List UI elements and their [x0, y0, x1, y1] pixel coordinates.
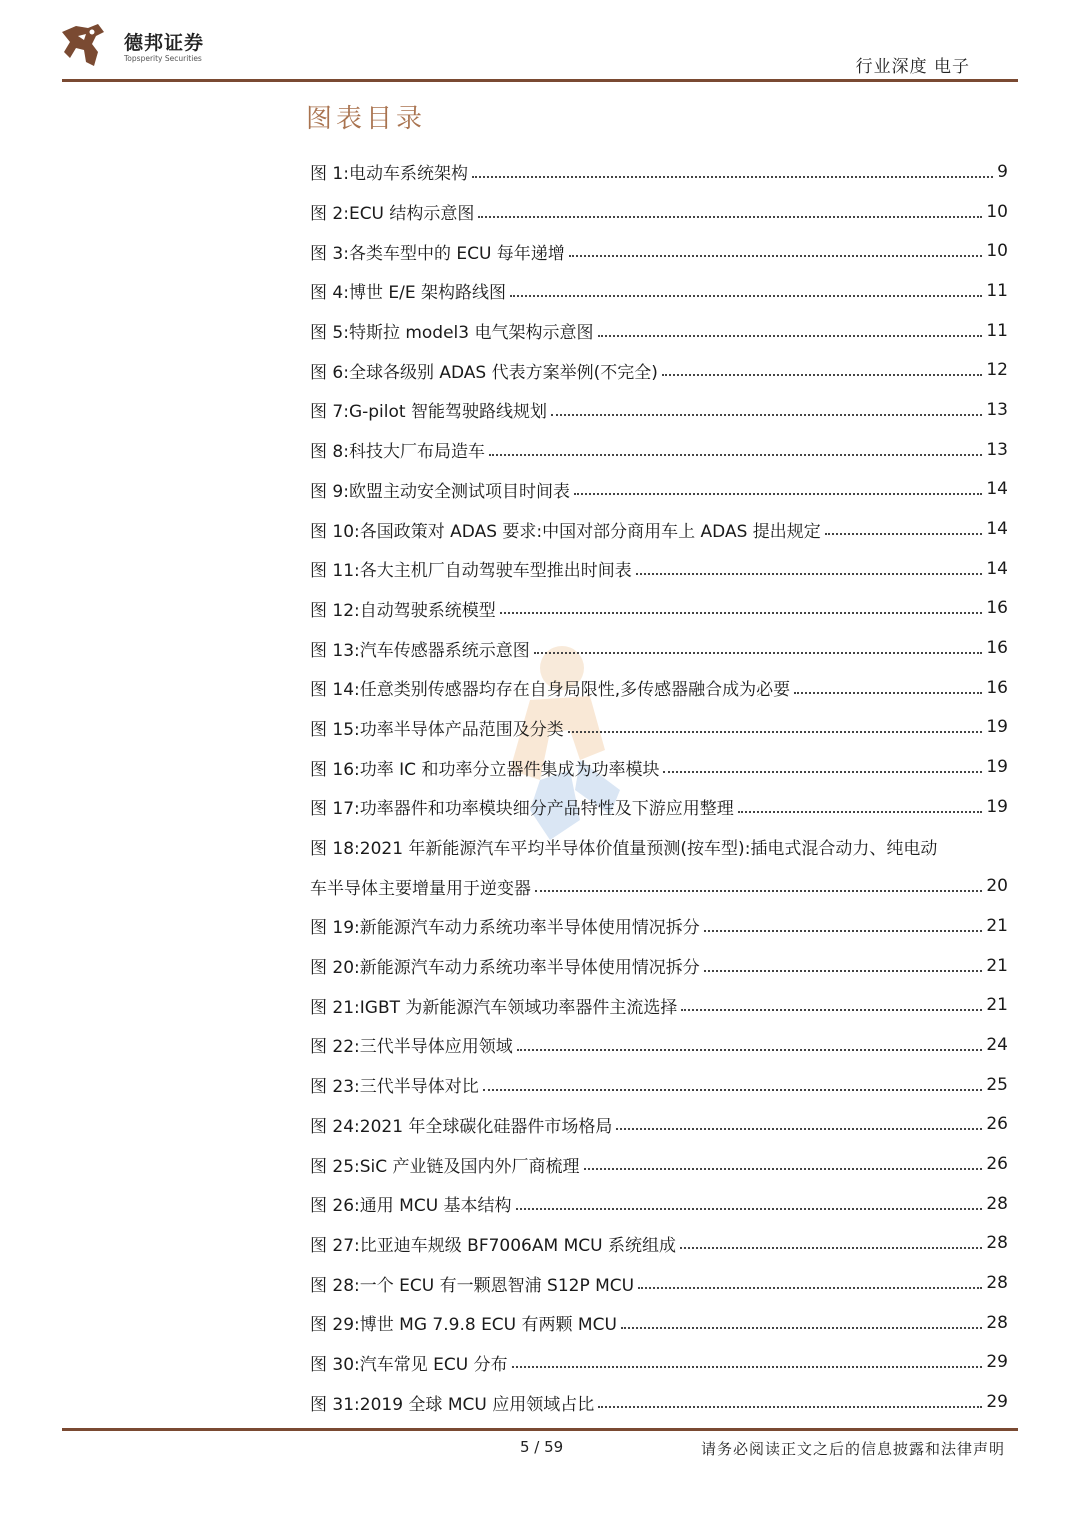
toc-entry[interactable]: [310, 192, 1008, 232]
toc-dot-leader: [489, 454, 982, 456]
toc-entry-label: 图 8:科技大厂布局造车: [310, 442, 485, 463]
toc-entry[interactable]: [310, 1382, 1008, 1422]
toc-dot-leader: [510, 295, 982, 297]
toc-entry[interactable]: [310, 1144, 1008, 1184]
toc-entry[interactable]: [310, 1303, 1008, 1343]
toc-entry-label: 图 31:2019 全球 MCU 应用领域占比: [310, 1394, 595, 1415]
toc-entry-page: 21: [986, 955, 1008, 976]
toc-entry-page: 16: [986, 677, 1008, 698]
company-logo: [58, 22, 208, 72]
toc-entry-page: 24: [986, 1034, 1008, 1055]
toc-entry[interactable]: [310, 946, 1008, 986]
toc-dot-leader: [621, 1327, 982, 1329]
toc-entry-page: 14: [986, 479, 1008, 500]
toc-entry[interactable]: [310, 231, 1008, 271]
toc-dot-leader: [598, 1406, 982, 1408]
toc-entry-label: 图 16:功率 IC 和功率分立器件集成为功率模块: [310, 759, 660, 780]
toc-title: 图表目录: [306, 104, 427, 134]
toc-dot-leader: [574, 493, 982, 495]
toc-entry-label: 图 13:汽车传感器系统示意图: [310, 640, 530, 661]
toc-entry-page: 20: [986, 876, 1008, 897]
toc-entry-label: 图 10:各国政策对 ADAS 要求:中国对部分商用车上 ADAS 提出规定: [310, 521, 821, 542]
toc-entry-page: 28: [986, 1193, 1008, 1214]
toc-dot-leader: [681, 1009, 982, 1011]
toc-entry-label: 图 3:各类车型中的 ECU 每年递增: [310, 243, 565, 264]
toc-dot-leader: [825, 533, 983, 535]
toc-entry-label: 图 4:博世 E/E 架构路线图: [310, 283, 506, 304]
toc-entry[interactable]: [310, 1224, 1008, 1264]
toc-dot-leader: [738, 811, 983, 813]
toc-entry-label: 图 23:三代半导体对比: [310, 1077, 479, 1098]
toc-entry[interactable]: [310, 1105, 1008, 1145]
toc-dot-leader: [517, 1049, 983, 1051]
toc-entry[interactable]: [310, 271, 1008, 311]
toc-entry-label: 图 20:新能源汽车动力系统功率半导体使用情况拆分: [310, 958, 700, 979]
toc-dot-leader: [568, 731, 983, 733]
toc-entry-label: 图 9:欧盟主动安全测试项目时间表: [310, 481, 570, 502]
toc-entry-page: 25: [986, 1074, 1008, 1095]
toc-entry-label: 图 15:功率半导体产品范围及分类: [310, 719, 564, 740]
toc-entry[interactable]: [310, 390, 1008, 430]
toc-entry-page: 11: [986, 280, 1008, 301]
toc-entry-page: 19: [986, 717, 1008, 738]
toc-entry-page: 21: [986, 995, 1008, 1016]
toc-entry-page: 12: [986, 360, 1008, 381]
toc-entry-page: 28: [986, 1233, 1008, 1254]
toc-entry[interactable]: [310, 311, 1008, 351]
toc-entry[interactable]: [310, 747, 1008, 787]
toc-dot-leader: [512, 1366, 983, 1368]
toc-entry-page: 14: [986, 519, 1008, 540]
toc-entry-label: 图 7:G-pilot 智能驾驶路线规划: [310, 402, 547, 423]
toc-list: [310, 152, 1008, 1422]
toc-entry-label: 图 27:比亚迪车规级 BF7006AM MCU 系统组成: [310, 1235, 676, 1256]
toc-dot-leader: [500, 612, 983, 614]
toc-entry[interactable]: [310, 1065, 1008, 1105]
toc-entry-label: 图 21:IGBT 为新能源汽车领域功率器件主流选择: [310, 997, 678, 1018]
legal-disclaimer: 请务必阅读正文之后的信息披露和法律声明: [700, 1440, 1005, 1458]
toc-entry-label: 图 19:新能源汽车动力系统功率半导体使用情况拆分: [310, 918, 700, 939]
toc-entry-label: 图 14:任意类别传感器均存在自身局限性,多传感器融合成为必要: [310, 680, 791, 701]
toc-entry[interactable]: [310, 509, 1008, 549]
toc-entry-page: 19: [986, 796, 1008, 817]
toc-dot-leader: [551, 414, 982, 416]
toc-entry-label: 图 11:各大主机厂自动驾驶车型推出时间表: [310, 561, 632, 582]
toc-dot-leader: [478, 216, 982, 218]
toc-entry[interactable]: [310, 152, 1008, 192]
toc-entry-label: 图 26:通用 MCU 基本结构: [310, 1196, 512, 1217]
toc-entry-label: 图 30:汽车常见 ECU 分布: [310, 1354, 508, 1375]
section-label: 行业深度 电子: [855, 57, 970, 77]
toc-entry[interactable]: [310, 906, 1008, 946]
page-header: [0, 0, 1080, 90]
toc-entry-page: 28: [986, 1312, 1008, 1333]
toc-entry[interactable]: [310, 708, 1008, 748]
logo-mark-icon: [58, 22, 108, 70]
toc-entry-label: 车半导体主要增量用于逆变器: [310, 878, 531, 899]
toc-entry[interactable]: [310, 668, 1008, 708]
toc-entry-label: 图 25:SiC 产业链及国内外厂商梳理: [310, 1156, 580, 1177]
logo-english-name: Topsperity Securities: [124, 54, 202, 63]
toc-dot-leader: [638, 1287, 982, 1289]
toc-dot-leader: [794, 692, 982, 694]
toc-entry-page: 10: [986, 241, 1008, 262]
toc-entry-page: 13: [986, 439, 1008, 460]
toc-entry[interactable]: [310, 350, 1008, 390]
header-divider: [62, 79, 1018, 82]
toc-entry-label: 图 1:电动车系统架构: [310, 164, 468, 185]
toc-dot-leader: [535, 890, 982, 892]
toc-dot-leader: [616, 1128, 982, 1130]
toc-entry[interactable]: [310, 589, 1008, 629]
toc-entry-label: 图 22:三代半导体应用领域: [310, 1037, 513, 1058]
toc-entry-label: 图 2:ECU 结构示意图: [310, 204, 475, 225]
toc-entry-page: 29: [986, 1392, 1008, 1413]
toc-entry[interactable]: [310, 430, 1008, 470]
toc-entry-page: 10: [986, 201, 1008, 222]
toc-entry[interactable]: [310, 549, 1008, 589]
toc-dot-leader: [636, 573, 983, 575]
toc-dot-leader: [663, 771, 982, 773]
toc-entry-label: 图 28:一个 ECU 有一颗恩智浦 S12P MCU: [310, 1275, 635, 1296]
toc-dot-leader: [534, 652, 983, 654]
toc-entry[interactable]: [310, 1343, 1008, 1383]
toc-entry-page: 26: [986, 1114, 1008, 1135]
toc-entry[interactable]: [310, 1263, 1008, 1303]
toc-entry-page: 29: [986, 1352, 1008, 1373]
toc-entry-label: 图 29:博世 MG 7.9.8 ECU 有两颗 MCU: [310, 1315, 617, 1336]
toc-entry-label: 图 24:2021 年全球碳化硅器件市场格局: [310, 1116, 613, 1137]
toc-dot-leader: [680, 1247, 982, 1249]
toc-entry-page: 14: [986, 558, 1008, 579]
toc-entry-page: 9: [997, 161, 1008, 182]
toc-entry[interactable]: [310, 985, 1008, 1025]
toc-entry-page: 13: [986, 399, 1008, 420]
toc-entry[interactable]: [310, 470, 1008, 510]
toc-entry-page: 21: [986, 915, 1008, 936]
toc-dot-leader: [472, 176, 993, 178]
toc-dot-leader: [704, 970, 983, 972]
toc-entry[interactable]: [310, 787, 1008, 827]
toc-entry-label: 图 18:2021 年新能源汽车平均半导体价值量预测(按车型):插电式混合动力、纯电动: [310, 839, 938, 860]
toc-entry-label: 图 5:特斯拉 model3 电气架构示意图: [310, 323, 594, 344]
toc-dot-leader: [516, 1208, 983, 1210]
page-indicator: 5 / 59: [520, 1438, 564, 1456]
toc-dot-leader: [704, 930, 983, 932]
toc-entry[interactable]: [310, 1025, 1008, 1065]
toc-entry-page: 28: [986, 1273, 1008, 1294]
toc-dot-leader: [584, 1168, 983, 1170]
toc-entry[interactable]: [310, 827, 1008, 867]
toc-entry[interactable]: [310, 866, 1008, 906]
toc-entry-label: 图 12:自动驾驶系统模型: [310, 600, 496, 621]
toc-dot-leader: [569, 255, 983, 257]
toc-dot-leader: [483, 1089, 983, 1091]
toc-dot-leader: [662, 374, 982, 376]
toc-entry-page: 16: [986, 638, 1008, 659]
toc-entry[interactable]: [310, 628, 1008, 668]
toc-entry-page: 19: [986, 757, 1008, 778]
toc-entry-label: 图 17:功率器件和功率模块细分产品特性及下游应用整理: [310, 799, 734, 820]
logo-chinese-name: 德邦证券: [124, 32, 205, 54]
toc-entry-page: 16: [986, 598, 1008, 619]
toc-entry-page: 11: [986, 320, 1008, 341]
footer-divider: [62, 1428, 1018, 1431]
toc-entry-label: 图 6:全球各级别 ADAS 代表方案举例(不完全): [310, 362, 658, 383]
toc-entry[interactable]: [310, 1184, 1008, 1224]
toc-dot-leader: [598, 335, 983, 337]
toc-entry-page: 26: [986, 1154, 1008, 1175]
